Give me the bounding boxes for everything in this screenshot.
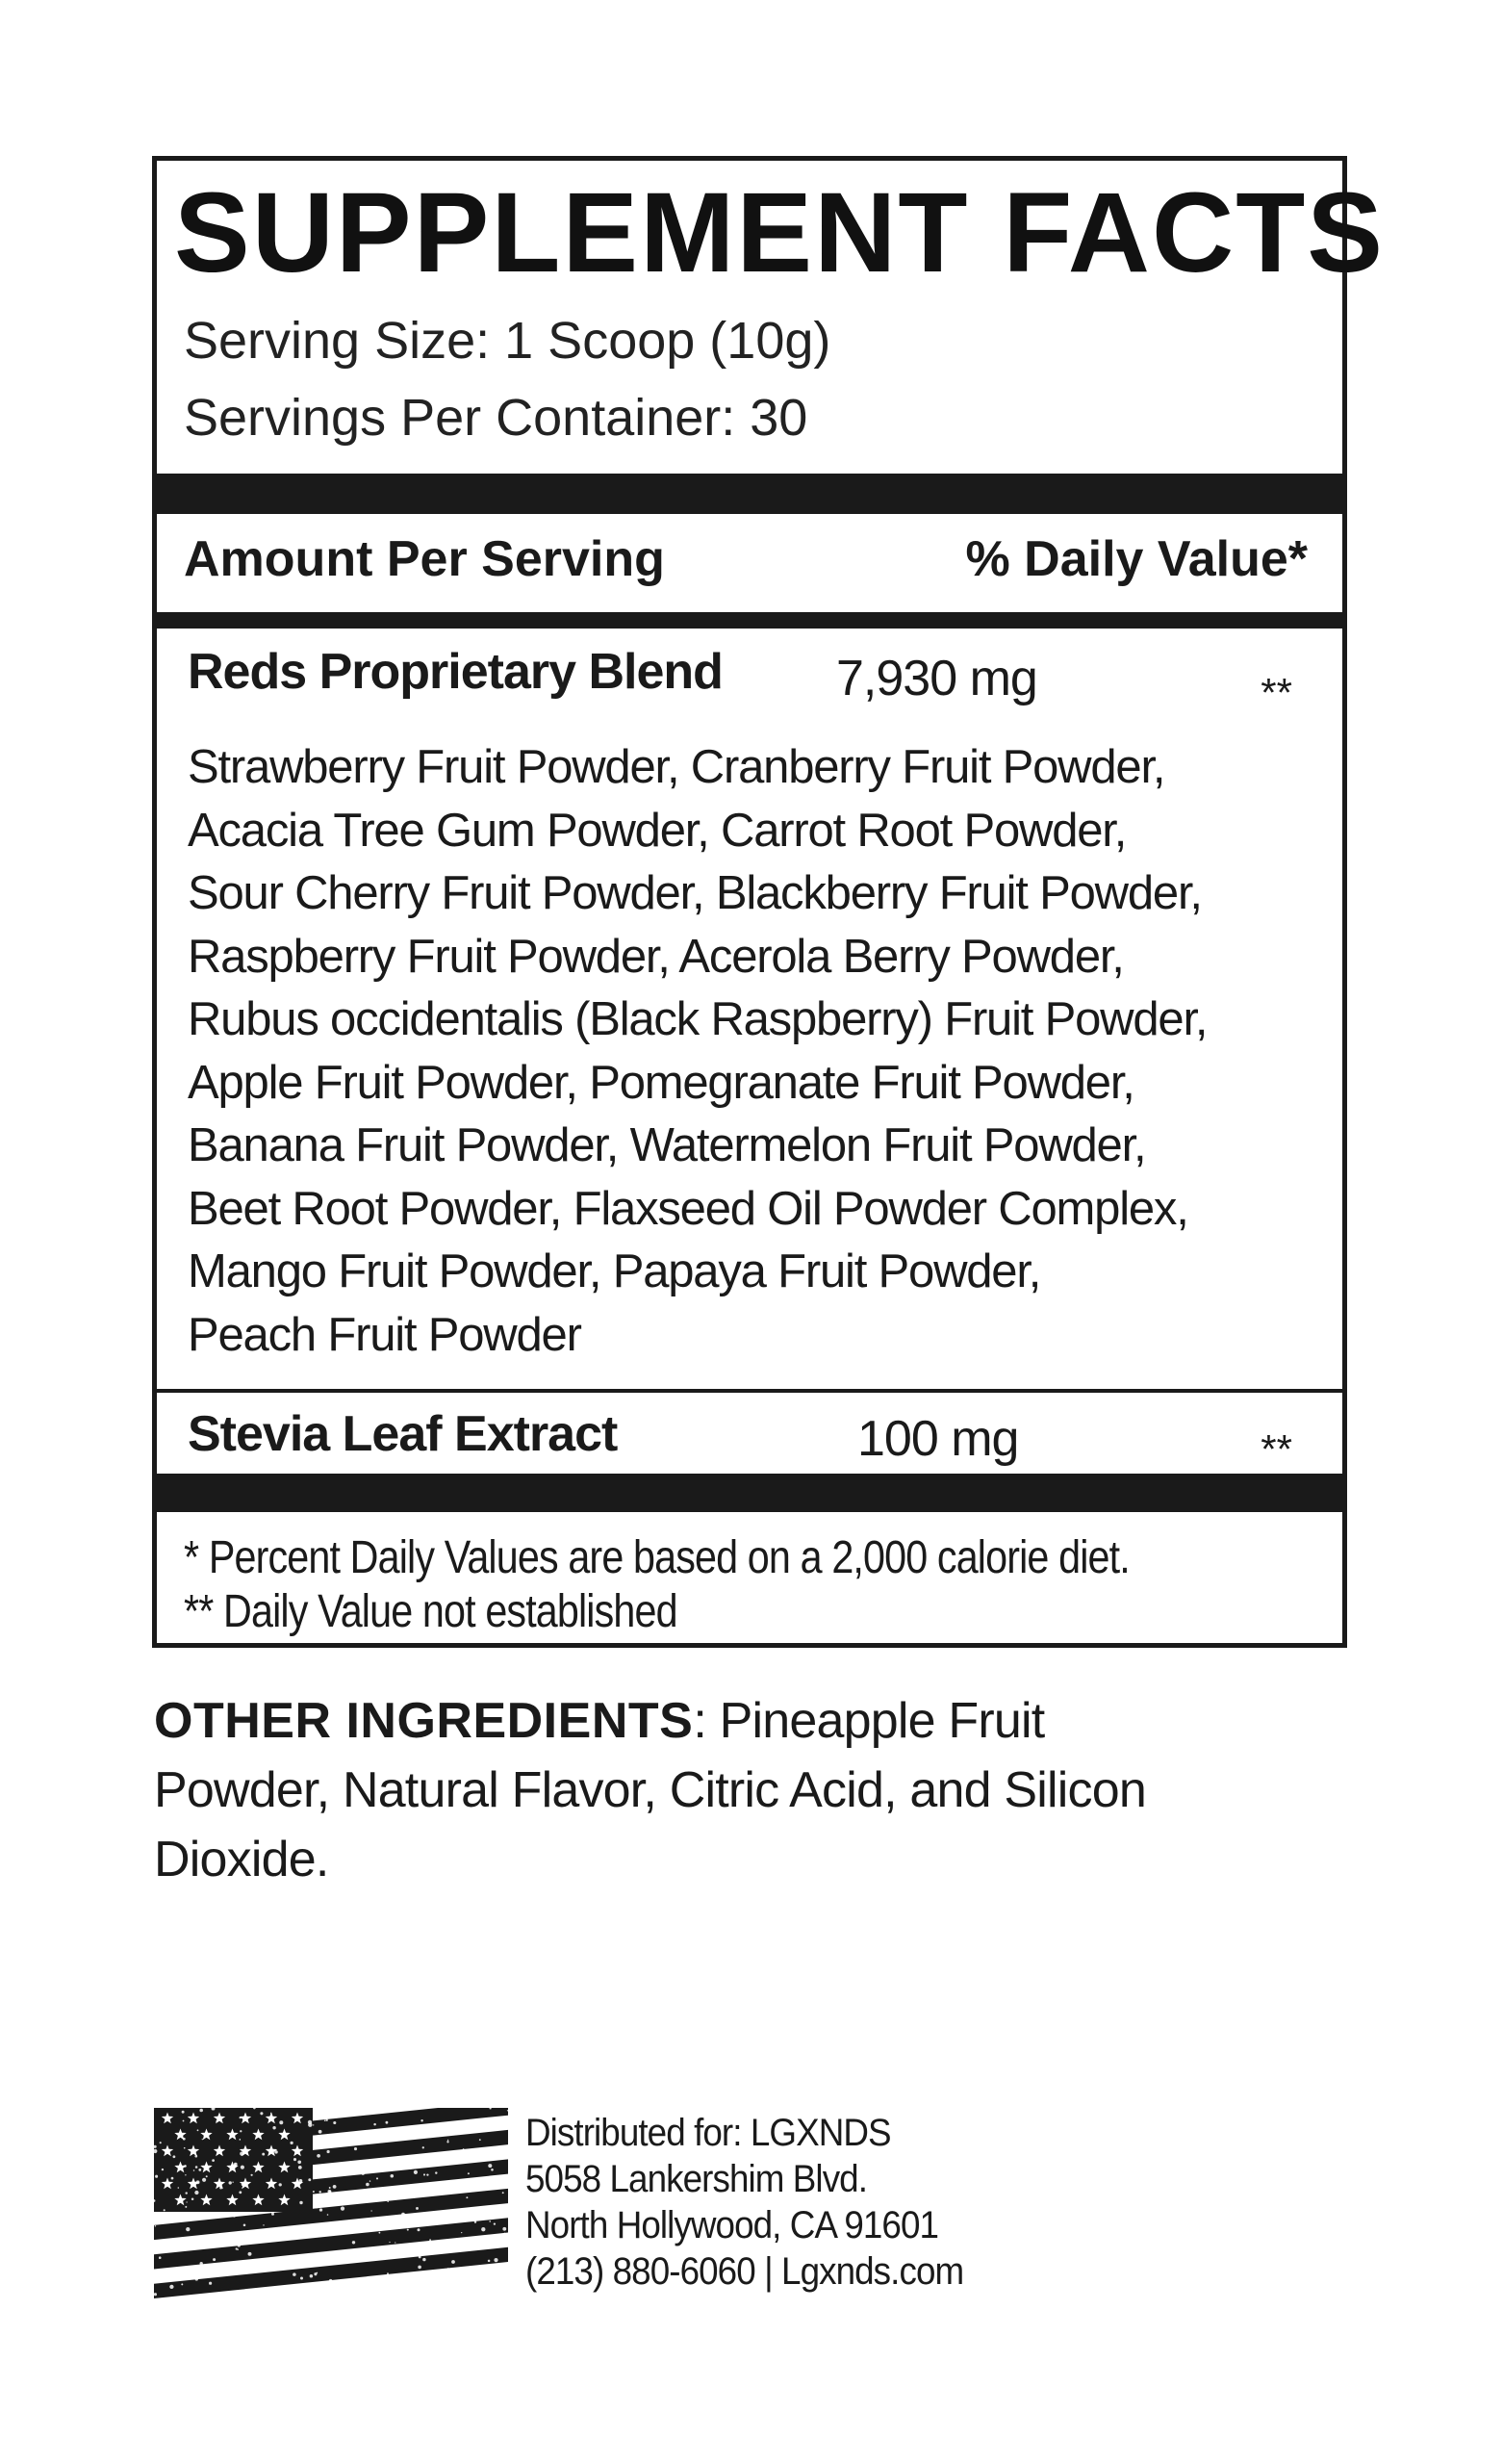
flag-distress-speck [317,2154,320,2158]
flag-distress-speck [384,2133,386,2135]
flag-distress-speck [293,2272,296,2276]
flag-distress-speck [317,2137,319,2140]
flag-distress-speck [467,2287,469,2289]
flag-distress-speck [279,2120,283,2124]
flag-distress-speck [234,2164,236,2166]
flag-distress-speck [386,2121,389,2124]
flag-distress-speck [240,2117,242,2118]
flag-distress-speck [298,2166,302,2169]
flag-distress-speck [429,2239,431,2241]
flag-distress-speck [313,2191,315,2193]
blend-ingredient-line: Strawberry Fruit Powder, Cranberry Fruit Powder, [188,741,1165,793]
flag-distress-speck [327,2150,330,2153]
flag-distress-speck [263,2224,264,2225]
flag-distress-speck [238,2244,241,2246]
flag-distress-speck [354,2147,357,2150]
nutrient-amount-stevia: 100 mg [857,1411,1019,1467]
flag-distress-speck [418,2228,420,2231]
flag-distress-speck [215,2235,217,2237]
flag-distress-speck [250,2174,252,2176]
flag-distress-speck [466,2196,468,2198]
flag-distress-speck [491,2169,494,2171]
flag-distress-speck [186,2201,187,2202]
flag-distress-speck [317,2272,318,2274]
flag-distress-speck [370,2210,371,2211]
flag-distress-speck [275,2293,279,2297]
flag-distress-speck [209,2282,212,2285]
flag-distress-speck [155,2225,157,2227]
flag-distress-speck [184,2165,187,2168]
flag-distress-speck [387,2272,389,2274]
divider-bar-top [157,474,1342,514]
flag-distress-speck [173,2155,176,2158]
flag-distress-speck [236,2247,238,2249]
footnote-not-established: ** Daily Value not established [184,1586,677,1637]
flag-distress-speck [411,2126,414,2129]
flag-distress-speck [299,2179,303,2183]
flag-distress-speck [299,2201,302,2204]
flag-distress-speck [447,2268,449,2270]
blend-ingredient-line: Mango Fruit Powder, Papaya Fruit Powder, [188,1245,1041,1297]
flag-distress-speck [324,2119,326,2121]
flag-distress-speck [407,2229,409,2231]
flag-distress-speck [204,2135,206,2137]
flag-distress-speck [239,2191,242,2194]
flag-distress-speck [474,2220,476,2222]
blend-ingredient-line: Banana Fruit Powder, Watermelon Fruit Powder, [188,1119,1146,1171]
flag-distress-speck [450,2289,453,2292]
flag-distress-speck [481,2227,485,2231]
flag-distress-speck [475,2208,477,2210]
supplement-facts-panel [152,156,1385,1648]
flag-distress-speck [331,2227,333,2229]
flag-distress-speck [447,2140,448,2141]
blend-ingredient-line: Peach Fruit Powder [188,1308,581,1361]
flag-distress-speck [194,2191,198,2194]
blend-ingredient-list [188,736,1207,1367]
flag-distress-speck [239,2139,241,2141]
flag-distress-speck [297,2160,301,2164]
flag-distress-speck [329,2187,331,2189]
flag-distress-speck [341,2168,342,2169]
flag-distress-speck [463,2148,465,2150]
flag-distress-speck [423,2173,425,2175]
flag-distress-speck [431,2281,434,2284]
flag-distress-speck [419,2279,422,2283]
nutrient-amount-reds-blend: 7,930 mg [836,651,1037,706]
flag-distress-speck [240,2151,243,2155]
flag-distress-speck [488,2164,492,2168]
divider-bar-bottom [157,1474,1342,1512]
flag-distress-speck [180,2273,183,2276]
flag-distress-speck [182,2111,185,2114]
flag-distress-speck [501,2158,502,2159]
flag-distress-speck [191,2197,194,2200]
flag-distress-speck [471,2127,474,2130]
flag-canton [154,2108,313,2212]
flag-distress-speck [237,2235,239,2237]
flag-distress-speck [195,2166,198,2169]
divider-rule-stevia [157,1389,1342,1393]
flag-distress-speck [401,2253,402,2254]
flag-distress-speck [468,2172,470,2174]
flag-distress-speck [193,2169,195,2171]
flag-distress-speck [502,2227,506,2231]
flag-distress-speck [408,2218,412,2221]
serving-size: Serving Size: 1 Scoop (10g) [184,312,831,370]
flag-distress-speck [315,2204,318,2208]
flag-distress-speck [212,2159,215,2162]
flag-distress-speck [471,2212,474,2215]
american-flag-icon [154,2108,508,2298]
flag-distress-speck [164,2209,166,2211]
flag-distress-speck [219,2187,222,2190]
flag-distress-speck [188,2246,190,2248]
flag-distress-speck [494,2258,497,2262]
flag-distress-speck [156,2250,159,2253]
flag-distress-speck [240,2130,242,2132]
flag-distress-speck [270,2113,271,2114]
flag-distress-speck [178,2187,180,2189]
flag-distress-speck [346,2170,348,2172]
flag-distress-speck [479,2139,481,2141]
flag-distress-speck [185,2206,187,2208]
flag-distress-speck [420,2283,422,2286]
flag-distress-speck [216,2120,217,2122]
flag-distress-speck [264,2264,267,2268]
flag-distress-speck [355,2281,356,2282]
flag-distress-speck [243,2224,246,2227]
flag-distress-speck [413,2157,417,2161]
flag-distress-speck [432,2297,434,2298]
blend-ingredient-line: Beet Root Powder, Flaxseed Oil Powder Complex, [188,1182,1188,1235]
flag-distress-speck [422,2258,425,2261]
flag-distress-speck [435,2171,437,2173]
flag-distress-speck [376,2177,378,2179]
panel-title: SUPPLEMENT FACTS [174,169,1385,296]
flag-distress-speck [352,2241,355,2244]
flag-distress-speck [349,2231,351,2233]
divider-bar-middle [157,612,1342,629]
distributor-street: 5058 Lankershim Blvd. [525,2158,868,2200]
flag-distress-speck [333,2121,336,2124]
footnote-daily-values: * Percent Daily Values are based on a 2,000 calorie diet. [184,1532,1130,1583]
flag-distress-speck [414,2170,418,2174]
servings-per-container: Servings Per Container: 30 [184,389,808,447]
flag-distress-speck [459,2192,460,2193]
flag-distress-speck [396,2220,397,2221]
flag-distress-speck [279,2183,282,2186]
flag-distress-speck [155,2175,158,2178]
nutrient-name-reds-blend: Reds Proprietary Blend [188,644,723,700]
flag-distress-speck [422,2146,424,2148]
flag-distress-speck [431,2242,435,2246]
other-ingredients-separator: : [693,1693,706,1749]
flag-distress-speck [298,2236,301,2239]
flag-distress-speck [318,2130,322,2134]
flag-distress-speck [378,2232,380,2234]
flag-distress-speck [390,2289,394,2293]
distributor-city: North Hollywood, CA 91601 [525,2204,939,2246]
flag-distress-speck [262,2153,265,2156]
flag-distress-speck [387,2201,389,2203]
flag-distress-speck [315,2290,318,2294]
flag-distress-speck [446,2141,448,2143]
flag-distress-speck [327,2214,329,2216]
flag-distress-speck [185,2192,187,2194]
flag-distress-speck [341,2206,344,2210]
flag-distress-speck [494,2222,496,2224]
flag-distress-speck [187,2220,189,2221]
nutrient-dv-stevia: ** [1261,1426,1292,1472]
flag-distress-speck [213,2258,216,2261]
flag-distress-speck [431,2160,434,2163]
flag-distress-speck [185,2174,186,2175]
daily-value-label: % Daily Value* [965,531,1308,587]
flag-distress-speck [497,2121,500,2125]
flag-distress-speck [241,2166,244,2169]
flag-distress-speck [426,2173,428,2175]
flag-distress-speck [202,2178,206,2182]
flag-distress-speck [183,2138,186,2141]
flag-distress-speck [351,2200,353,2202]
flag-distress-speck [162,2169,164,2170]
flag-distress-speck [310,2274,314,2278]
flag-distress-speck [328,2117,330,2118]
flag-distress-speck [171,2177,174,2180]
flag-distress-speck [290,2142,293,2144]
flag-distress-speck [293,2158,296,2161]
blend-ingredient-line: Rubus occidentalis (Black Raspberry) Fruit Powder, [188,993,1208,1045]
flag-distress-speck [504,2233,506,2235]
flag-distress-speck [393,2139,395,2141]
flag-distress-speck [488,2260,491,2263]
flag-distress-speck [351,2163,355,2167]
flag-distress-speck [318,2191,320,2193]
flag-distress-speck [419,2256,421,2259]
flag-distress-speck [328,2191,331,2194]
flag-distress-speck [160,2142,162,2143]
flag-distress-speck [493,2205,494,2206]
flag-distress-speck [169,2285,173,2289]
flag-distress-speck [242,2183,244,2186]
flag-distress-speck [196,2180,200,2184]
flag-distress-speck [319,2208,322,2211]
blend-ingredient-line: Sour Cherry Fruit Powder, Blackberry Fruit Powder, [188,867,1202,919]
flag-distress-speck [389,2242,390,2243]
flag-distress-speck [308,2120,312,2124]
flag-distress-speck [495,2283,498,2287]
flag-distress-speck [229,2181,232,2184]
flag-distress-speck [478,2125,480,2127]
flag-distress-speck [300,2276,303,2279]
flag-distress-speck [198,2169,201,2171]
flag-distress-speck [415,2194,418,2196]
other-ingredients-text: Pineapple Fruit Powder, Natural Flavor, Citric Acid, and Silicon Dioxide. [154,1693,1146,1887]
flag-distress-speck [373,2123,376,2126]
flag-distress-speck [366,2183,369,2187]
flag-distress-speck [391,2161,393,2163]
flag-distress-speck [333,2185,337,2189]
distributor-name: Distributed for: LGXNDS [525,2112,891,2154]
blend-ingredient-line: Raspberry Fruit Powder, Acerola Berry Powder, [188,930,1124,983]
nutrient-name-stevia: Stevia Leaf Extract [188,1406,618,1462]
flag-distress-speck [502,2192,504,2194]
flag-distress-speck [504,2268,508,2272]
flag-distress-speck [183,2120,185,2122]
flag-distress-speck [260,2112,263,2115]
blend-ingredient-line: Apple Fruit Powder, Pomegranate Fruit Powder, [188,1056,1134,1109]
flag-distress-speck [358,2229,361,2232]
flag-distress-speck [186,2227,190,2231]
other-ingredients-heading: OTHER INGREDIENTS [154,1693,694,1749]
flag-distress-speck [159,2256,162,2259]
flag-distress-speck [207,2241,210,2244]
flag-distress-speck [362,2172,365,2175]
flag-distress-speck [369,2180,370,2181]
nutrient-dv-reds-blend: ** [1261,670,1292,715]
flag-distress-speck [232,2182,233,2183]
flag-distress-speck [403,2294,404,2295]
flag-distress-speck [206,2175,208,2177]
flag-distress-speck [451,2260,455,2264]
flag-distress-speck [278,2232,281,2235]
flag-distress-speck [233,2214,236,2217]
flag-distress-speck [461,2232,462,2233]
flag-distress-speck [313,2124,314,2125]
flag-distress-speck [308,2178,311,2181]
flag-distress-speck [326,2119,328,2121]
flag-distress-speck [416,2207,419,2210]
distributor-contact: (213) 880-6060 | Lgxnds.com [525,2250,964,2293]
flag-distress-speck [200,2262,203,2265]
flag-distress-speck [420,2119,422,2121]
flag-distress-speck [199,2109,203,2113]
flag-distress-speck [420,2218,424,2221]
flag-distress-speck [197,2245,201,2248]
flag-distress-speck [489,2220,491,2222]
flag-distress-speck [293,2268,295,2270]
other-ingredients [154,1686,1232,1894]
flag-distress-speck [194,2155,197,2158]
amount-per-serving-label: Amount Per Serving [184,531,665,587]
flag-distress-speck [496,2277,497,2279]
flag-distress-speck [401,2213,405,2217]
flag-distress-speck [329,2279,332,2282]
flag-distress-speck [418,2266,421,2270]
flag-distress-speck [181,2283,183,2285]
flag-distress-speck [271,2213,274,2216]
flag-distress-speck [472,2238,476,2242]
flag-distress-speck [248,2252,252,2256]
flag-distress-speck [360,2131,363,2134]
flag-distress-speck [202,2139,203,2140]
blend-ingredient-line: Acacia Tree Gum Powder, Carrot Root Powder, [188,804,1127,857]
flag-distress-speck [274,2150,278,2154]
flag-distress-speck [195,2277,198,2280]
flag-distress-speck [391,2174,395,2178]
flag-distress-speck [437,2133,439,2135]
flag-distress-speck [197,2129,199,2131]
distributor-info [525,2110,1002,2295]
flag-distress-speck [272,2126,275,2129]
flag-distress-speck [184,2147,186,2149]
